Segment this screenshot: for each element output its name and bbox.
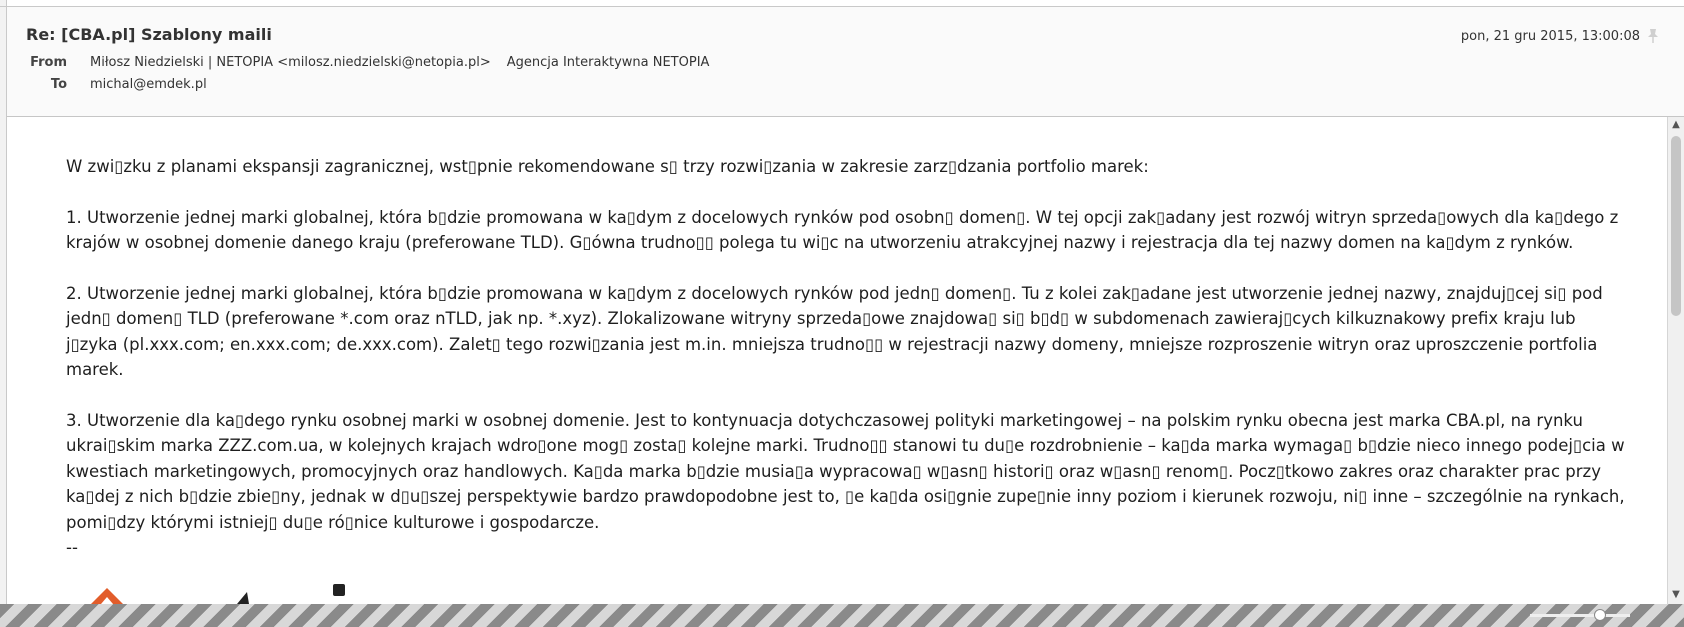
netopia-logo-icon [87,584,427,604]
message-date: pon, 21 gru 2015, 13:00:08 [1460,29,1640,44]
from-organization: Agencja Interaktywna NETOPIA [506,55,710,70]
zoom-slider-handle[interactable] [1594,609,1606,621]
status-bar [0,604,1684,627]
scroll-down-arrow-icon[interactable]: ▼ [1672,589,1680,600]
left-panel-edge [0,0,7,627]
from-address[interactable]: Miłosz Niedzielski | NETOPIA <milosz.niedzielski@netopia.pl> [90,55,491,70]
paragraph-point-1: 1. Utworzenie jednej marki globalnej, która b▯dzie promowana w ka▯dym z docelowych rynków pod osobn▯ domen▯. W tej opcji zak▯adany jest rozwój witryn sprzeda▯owych dla ka▯dego z krajów w osobnej domenie danego kraju (preferowane TLD). G▯ówna trudno▯▯ polega tu wi▯c na utworzeniu atrakcyjnej nazwy i rejestracja dla tej nazwy domen na ka▯dym z rynków. [66,207,1619,253]
to-value[interactable]: michal@emdek.pl [90,77,207,92]
paragraph-point-2: 2. Utworzenie jednej marki globalnej, która b▯dzie promowana w ka▯dym z docelowych rynków pod jedn▯ domen▯. Tu z kolei zak▯adane jest utworzenie jednej nazwy, znajduj▯cej si▯ pod jedn▯ domen▯ TLD (preferowane *.com oraz nTLD, jak np. *.xyz). Zlokalizowane witryny sprzeda▯owe znajdowa▯ si▯ b▯d▯ w subdomenach zawieraj▯cych kilkuznakowy prefix kraju lub j▯zyka (pl.xxx.com; en.xxx.com; de.xxx.com). Zalet▯ tego rozwi▯zania jest m.in. mniejsza trudno▯▯ w rejestracji nazwy domeny, mniejsze rozproszenie witryn oraz uproszczenie portfolia marek. [66,284,1603,380]
signature-separator: -- [66,538,78,558]
paragraph-point-3: 3. Utworzenie dla ka▯dego rynku osobnej marki w osobnej domenie. Jest to kontynuacja dotychczasowej polityki marketingowej – na polskim rynku obecna jest marka CBA.pl, na rynku ukrai▯skim marka ZZZ.com.ua, w kolejnych krajach wdro▯one mog▯ zosta▯ kolejne marki. Trudno▯▯ stanowi tu du▯e rozdrobnienie – ka▯da marka wymaga▯ b▯dzie nieco innego podej▯cia w kwestiach marketingowych, promocyjnych oraz handlowych. Ka▯da marka b▯dzie musia▯a wypracowa▯ w▯asn▯ histori▯ oraz w▯asn▯ renom▯. Pocz▯tkowo zakres oraz charakter prac przy ka▯dej z nich b▯dzie zbie▯ny, jednak w d▯u▯szej perspektywie bardzo prawdopodobne jest to, ▯e ka▯da osi▯gnie zupe▯nie inny poziom i kierunek rozwoju, ni▯ inne – szczególnie na rynkach, pomi▯dzy którymi istniej▯ du▯e ró▯nice kulturowe i gospodarcze. [66,411,1625,532]
message-text [66,154,1626,560]
from-label: From [30,55,67,70]
scroll-up-arrow-icon[interactable]: ▲ [1672,119,1680,130]
from-value[interactable] [90,55,709,70]
message-body[interactable] [7,117,1667,604]
pin-icon[interactable] [1644,27,1662,45]
message-subject: Re: [CBA.pl] Szablony maili [26,25,272,44]
message-header [7,7,1684,117]
zoom-slider-track[interactable] [1530,614,1630,617]
to-label: To [50,77,67,92]
vertical-scrollbar[interactable] [1667,117,1684,604]
scrollbar-thumb[interactable] [1671,136,1681,316]
paragraph-intro: W zwi▯zku z planami ekspansji zagranicznej, wst▯pnie rekomendowane s▯ trzy rozwi▯zania w zakresie zarz▯dzania portfolio marek: [66,157,1149,176]
